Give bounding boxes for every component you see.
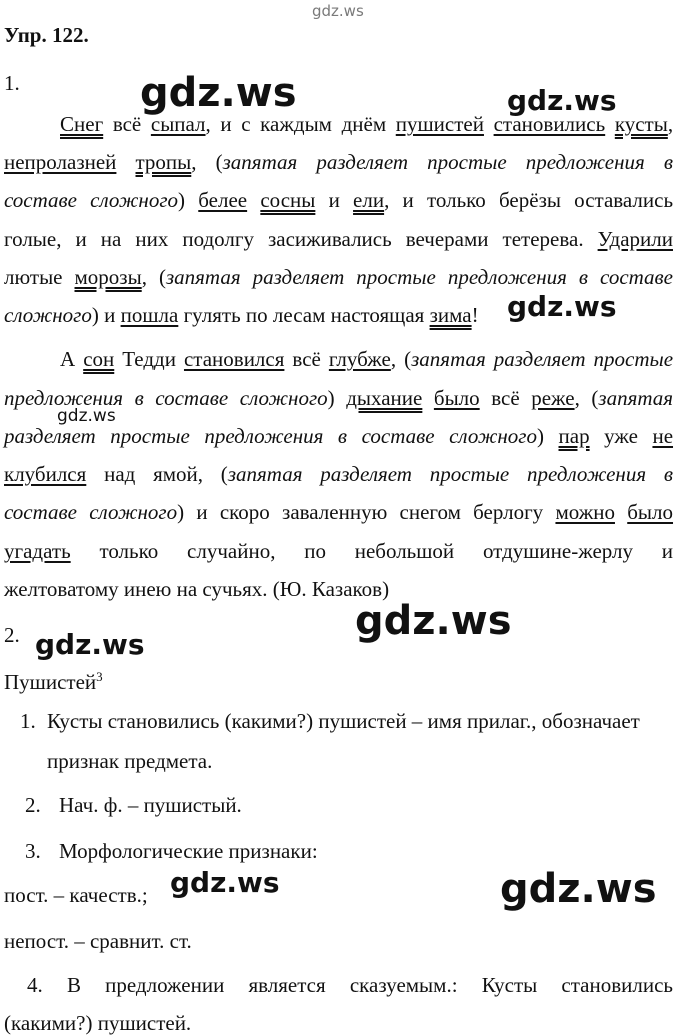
comma-note: запятая xyxy=(598,386,674,410)
part1-number: 1. xyxy=(4,71,20,95)
p2-line1 xyxy=(60,346,673,372)
analysis-item-4-cont: (какими?) пушистей. xyxy=(4,1011,192,1035)
predicate-word: можно xyxy=(555,500,615,524)
superscript: 3 xyxy=(96,669,103,684)
word: всё xyxy=(112,112,142,136)
comma-note: запятая разделяет простые xyxy=(411,347,674,371)
watermark-logo: gdz.ws xyxy=(507,290,617,323)
text: ) и скоро заваленную снегом берлогу xyxy=(177,500,544,524)
watermark-logo: gdz.ws xyxy=(507,84,617,117)
p2-line3 xyxy=(4,423,673,449)
text: ! xyxy=(471,303,479,327)
predicate-word: белее xyxy=(198,188,248,212)
predicate-word: не xyxy=(652,424,674,448)
watermark-logo: gdz.ws xyxy=(140,70,297,116)
exercise-title: Упр. 122. xyxy=(4,23,89,47)
item-text: Нач. ф. – пушистый. xyxy=(59,793,242,817)
subject-word: пар xyxy=(558,424,590,448)
text: ) xyxy=(178,188,186,212)
text: , ( xyxy=(390,347,412,371)
watermark-logo: gdz.ws xyxy=(35,628,145,661)
comma-note: запятая разделяет простые предложения в xyxy=(227,462,673,486)
p2-line7: желтоватому инею на сучьях. (Ю. Казаков) xyxy=(4,577,390,601)
word: и xyxy=(328,188,340,212)
text: ) xyxy=(536,424,544,448)
p1-line3 xyxy=(4,187,673,213)
comma-note: разделяет простые предложения в составе сложного xyxy=(4,424,537,448)
subject-word: зима xyxy=(429,303,472,327)
predicate-word: становились xyxy=(493,112,606,136)
text: гулять по лесам настоящая xyxy=(183,303,425,327)
constant-features: пост. – качеств.; xyxy=(4,883,148,907)
text: , xyxy=(667,112,674,136)
item-text: В предложении является сказуемым.: Кусты становились xyxy=(66,973,674,997)
watermark-logo: gdz.ws xyxy=(57,406,116,426)
text: , ( xyxy=(141,265,166,289)
part2-number: 2. xyxy=(4,623,20,647)
p1-line5 xyxy=(4,264,673,290)
predicate-word: реже xyxy=(531,386,575,410)
predicate-word: сыпал xyxy=(150,112,206,136)
word: всё xyxy=(292,347,321,371)
item-number: 3. xyxy=(25,839,41,863)
p2-line6 xyxy=(4,538,673,564)
comma-note: запятая разделяет простые предложения в составе xyxy=(165,265,673,289)
predicate-word: непролазней xyxy=(4,150,117,174)
predicate-word: Ударили xyxy=(597,227,673,251)
p2-line4 xyxy=(4,461,673,487)
predicate-word: было xyxy=(627,500,674,524)
comma-note: запятая разделяет простые предложения в xyxy=(222,150,673,174)
predicate-word: пушистей xyxy=(395,112,484,136)
subject-word: кусты xyxy=(614,112,668,136)
predicate-word: становился xyxy=(183,347,285,371)
subject-word: дыхание xyxy=(346,386,423,410)
item-number: 2. xyxy=(25,793,41,817)
comma-note: составе сложного xyxy=(4,500,178,524)
subject-word: сосны xyxy=(260,188,316,212)
p2-line5 xyxy=(4,499,673,525)
p1-line4 xyxy=(4,226,673,252)
text: над ямой, ( xyxy=(104,462,228,486)
text: , ( xyxy=(574,386,599,410)
predicate-word: пошла xyxy=(120,303,179,327)
text: , ( xyxy=(191,150,223,174)
comma-note: составе сложного xyxy=(4,188,179,212)
text: ) и xyxy=(91,303,116,327)
word: Тедди xyxy=(122,347,176,371)
comma-note: предложения в составе сложного xyxy=(4,386,328,410)
word: А xyxy=(60,347,76,371)
watermark-logo: gdz.ws xyxy=(355,598,512,644)
word: уже xyxy=(604,424,638,448)
analysis-item-1 xyxy=(20,708,673,734)
word: всё xyxy=(491,386,520,410)
analysis-item-1-cont: признак предмета. xyxy=(47,749,213,773)
subject-word: тропы xyxy=(135,150,192,174)
p1-line2 xyxy=(4,149,673,175)
predicate-word: было xyxy=(433,386,480,410)
item-text: Морфологические признаки: xyxy=(59,839,318,863)
subject-word: ели xyxy=(353,188,385,212)
watermark-logo: gdz.ws xyxy=(170,866,280,899)
analysed-word xyxy=(4,664,673,695)
item-number: 1. xyxy=(20,709,36,733)
text: только случайно, по небольшой отдушине-жерлу и xyxy=(99,539,673,563)
item-number: 4. xyxy=(27,973,43,997)
text: , и с каждым днём xyxy=(205,112,387,136)
predicate-word: клубился xyxy=(4,462,87,486)
text: ) xyxy=(327,386,335,410)
word: лютые xyxy=(4,265,63,289)
analysis-item-3 xyxy=(25,838,673,864)
text: голые, и на них подолгу засиживались вечерами тетерева. xyxy=(4,227,584,251)
variable-features: непост. – сравнит. ст. xyxy=(4,929,192,953)
comma-note: сложного xyxy=(4,303,92,327)
watermark-logo: gdz.ws xyxy=(500,866,657,912)
subject-word: сон xyxy=(83,347,115,371)
word: Пушистей xyxy=(4,670,97,694)
subject-word: морозы xyxy=(74,265,142,289)
predicate-word: угадать xyxy=(4,539,71,563)
subject-word: Снег xyxy=(60,112,104,136)
text: , и только берёзы оставались xyxy=(384,188,674,212)
watermark-top: gdz.ws xyxy=(312,2,364,20)
analysis-item-4 xyxy=(27,972,673,998)
item-text: Кусты становились (какими?) пушистей – имя прилаг., обозначает xyxy=(47,709,640,733)
analysis-item-2 xyxy=(25,792,673,818)
predicate-word: глубже xyxy=(328,347,391,371)
